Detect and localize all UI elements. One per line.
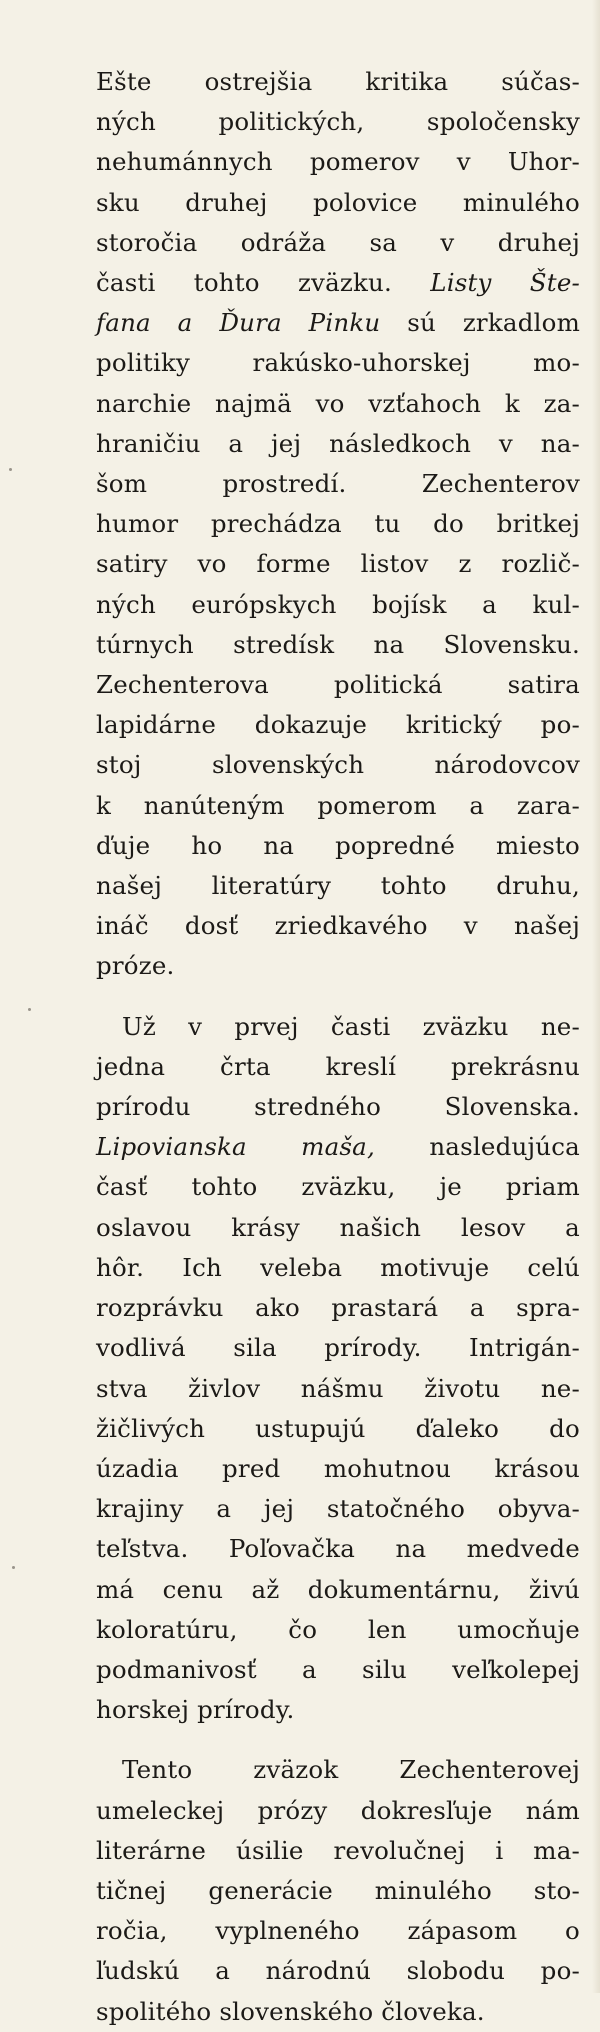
ink-speck	[28, 1008, 31, 1011]
text-line	[96, 424, 580, 464]
text-line	[96, 1208, 580, 1248]
text-run: sku druhej polovice minulého	[96, 187, 580, 217]
text-run: nasledujúca	[374, 1132, 580, 1162]
text-line	[96, 625, 580, 665]
paragraph	[96, 1007, 580, 1731]
text-line	[96, 1087, 580, 1127]
text-run: literárne úsilie revolučnej i ma-	[96, 1835, 580, 1865]
text-line	[96, 1791, 580, 1831]
text-run: prírodu stredného Slovenska.	[96, 1092, 580, 1122]
text-run: žičlivých ustupujú ďaleko do	[96, 1413, 580, 1443]
text-line	[96, 946, 580, 986]
ink-speck	[12, 1566, 15, 1569]
text-run: ďuje ho na popredné miesto	[96, 830, 580, 860]
text-run: ľudskú a národnú slobodu po-	[96, 1956, 580, 1986]
text-run: sú zrkadlom	[380, 308, 580, 338]
text-line	[96, 1750, 580, 1790]
text-line	[96, 1610, 580, 1650]
text-run: ináč dosť zriedkavého v našej	[96, 911, 580, 941]
text-line	[96, 705, 580, 745]
text-line	[96, 745, 580, 785]
text-line	[96, 1992, 580, 2032]
ink-speck	[9, 468, 12, 471]
paragraph	[96, 62, 580, 987]
text-run: Ešte ostrejšia kritika súčas-	[96, 67, 580, 96]
text-column	[96, 62, 580, 2032]
text-line	[96, 1911, 580, 1951]
text-run: jedna črta kreslí prekrásnu	[96, 1051, 580, 1081]
text-run: našej literatúry tohto druhu,	[96, 871, 580, 901]
text-line	[96, 1529, 580, 1569]
italic-title-text: Lipovianska maša,	[96, 1132, 375, 1162]
text-line	[96, 544, 580, 584]
text-run: úzadia pred mohutnou krásou	[96, 1453, 580, 1483]
text-run: hraničiu a jej následkoch v na-	[96, 428, 580, 458]
text-line	[96, 343, 580, 383]
text-line	[96, 1951, 580, 1991]
text-run: teľstva. Poľovačka na medvede	[96, 1534, 580, 1564]
text-run: stoj slovenských národovcov	[96, 750, 580, 780]
text-run: tičnej generácie minulého sto-	[96, 1875, 580, 1905]
italic-title-text: fana a Ďura Pinku	[96, 308, 381, 338]
text-run: satiry vo forme listov z rozlič-	[96, 549, 580, 579]
text-run: ročia, vyplneného zápasom o	[96, 1916, 580, 1946]
text-run: narchie najmä vo vzťahoch k za-	[96, 388, 580, 418]
text-run: Už v prvej časti zväzku ne-	[122, 1011, 580, 1041]
text-run: časť tohto zväzku, je priam	[96, 1172, 580, 1202]
text-line	[96, 504, 580, 544]
text-run: krajiny a jej statočného obyva-	[96, 1494, 580, 1524]
text-run: nehumánnych pomerov v Uhor-	[96, 147, 580, 177]
text-run: Tento zväzok Zechenterovej	[122, 1755, 580, 1785]
text-line	[96, 1248, 580, 1288]
text-run: koloratúru, čo len umocňuje	[96, 1614, 580, 1644]
text-line	[96, 1369, 580, 1409]
text-run: humor prechádza tu do britkej	[96, 509, 580, 539]
text-run: spolitého slovenského človeka.	[96, 1996, 485, 2026]
text-line	[96, 303, 580, 343]
text-line	[96, 786, 580, 826]
text-line	[96, 1328, 580, 1368]
text-line	[96, 102, 580, 142]
text-line	[96, 1047, 580, 1087]
text-run: podmanivosť a silu veľkolepej	[96, 1654, 580, 1684]
text-run: má cenu až dokumentárnu, živú	[96, 1574, 580, 1604]
text-line	[96, 384, 580, 424]
text-line	[96, 1409, 580, 1449]
text-run: ných politických, spoločensky	[96, 107, 580, 137]
text-line	[96, 1831, 580, 1871]
text-line	[96, 1288, 580, 1328]
text-run: stva živlov nášmu životu ne-	[96, 1373, 580, 1403]
text-line	[96, 826, 580, 866]
text-run: šom prostredí. Zechenterov	[96, 469, 580, 499]
text-run: túrnych stredísk na Slovensku.	[96, 629, 580, 659]
text-line	[96, 62, 580, 102]
text-run: k nanúteným pomerom a zara-	[96, 790, 580, 820]
text-line	[96, 1127, 580, 1167]
text-run: horskej prírody.	[96, 1695, 295, 1725]
italic-title-text: Listy Šte-	[430, 268, 581, 298]
text-line	[96, 1449, 580, 1489]
text-run: ných európskych bojísk a kul-	[96, 589, 580, 619]
paragraph	[96, 1750, 580, 2031]
text-line	[96, 906, 580, 946]
text-line	[96, 1570, 580, 1610]
text-line	[96, 1167, 580, 1207]
text-line	[96, 1871, 580, 1911]
text-run: vodlivá sila prírody. Intrigán-	[96, 1333, 580, 1363]
text-line	[96, 183, 580, 223]
scan-edge	[592, 0, 600, 1993]
text-run: lapidárne dokazuje kritický po-	[96, 710, 580, 740]
text-line	[96, 1690, 580, 1730]
text-line	[96, 142, 580, 182]
text-line	[96, 223, 580, 263]
text-line	[96, 585, 580, 625]
text-line	[96, 464, 580, 504]
text-run: oslavou krásy našich lesov a	[96, 1212, 580, 1242]
text-line	[96, 1489, 580, 1529]
text-run: hôr. Ich veleba motivuje celú	[96, 1252, 580, 1282]
text-run: próze.	[96, 951, 175, 981]
text-line	[96, 665, 580, 705]
text-run: umeleckej prózy dokresľuje nám	[96, 1795, 580, 1825]
text-line	[96, 1007, 580, 1047]
text-line	[96, 263, 580, 303]
text-line	[96, 866, 580, 906]
text-run: časti tohto zväzku.	[96, 268, 431, 298]
text-run: rozprávku ako prastará a spra-	[96, 1293, 580, 1323]
text-run: politiky rakúsko-uhorskej mo-	[96, 348, 580, 378]
text-run: storočia odráža sa v druhej	[96, 227, 580, 257]
text-line	[96, 1650, 580, 1690]
text-run: Zechenterova politická satira	[96, 670, 580, 700]
